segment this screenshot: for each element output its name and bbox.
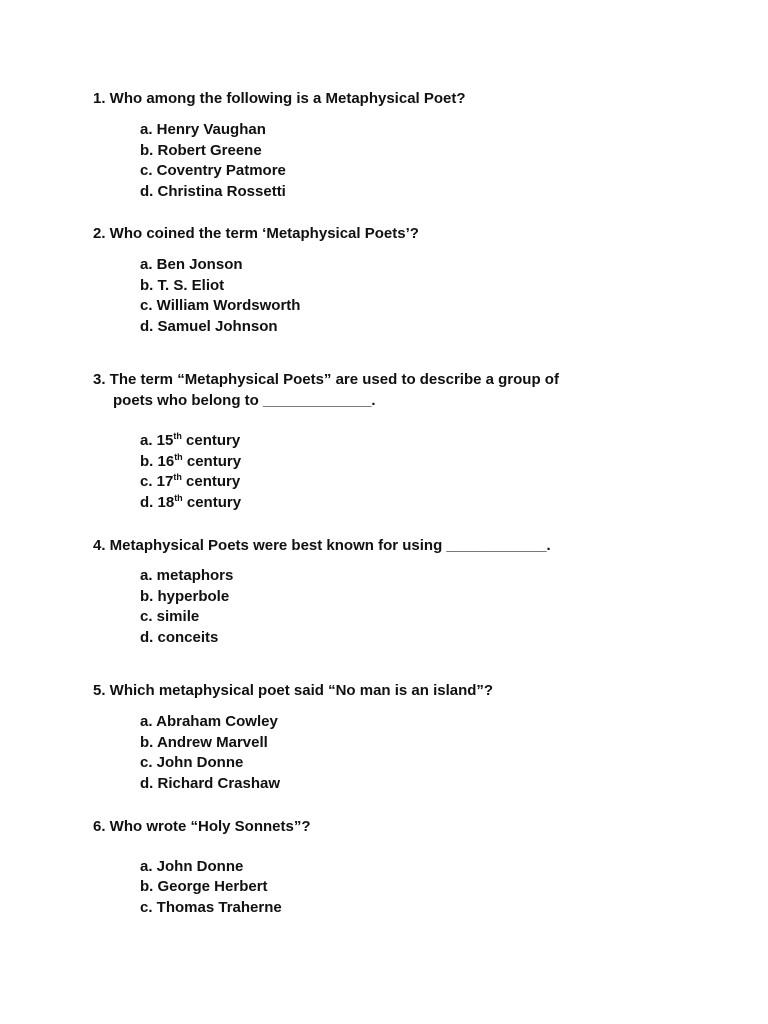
q1-option-b: b. Robert Greene: [140, 142, 262, 159]
q1-option-a: a. Henry Vaughan: [140, 121, 266, 138]
q5-option-d: d. Richard Crashaw: [140, 775, 281, 792]
q4-option-b: b. hyperbole: [140, 588, 230, 605]
q5-option-c: c. John Donne: [140, 754, 244, 771]
q2-option-d: d. Samuel Johnson: [140, 318, 278, 335]
q2-option-b: b. T. S. Eliot: [140, 277, 225, 294]
question-3-line-1: 3. The term “Metaphysical Poets” are used to describe a group of: [93, 371, 559, 388]
option-suffix: century: [181, 432, 241, 449]
ordinal-suffix: th: [174, 452, 183, 462]
q6-option-a: a. John Donne: [140, 858, 244, 875]
q5-option-b: b. Andrew Marvell: [140, 734, 268, 751]
question-3: [93, 369, 559, 411]
option-suffix: century: [182, 494, 242, 511]
q6-option-b: b. George Herbert: [140, 878, 268, 895]
q1-option-c: c. Coventry Patmore: [140, 162, 286, 179]
q2-option-c: c. William Wordsworth: [140, 297, 301, 314]
q3-option-a: [140, 431, 240, 451]
q5-option-a: a. Abraham Cowley: [140, 713, 278, 730]
q2-option-a: a. Ben Jonson: [140, 256, 243, 273]
ordinal-suffix: th: [173, 431, 182, 441]
q4-option-d: d. conceits: [140, 629, 219, 646]
q4-option-c: c. simile: [140, 608, 200, 625]
ordinal-suffix: th: [173, 472, 182, 482]
q3-option-b: [140, 452, 241, 472]
ordinal-suffix: th: [174, 493, 183, 503]
option-prefix: c. 17: [140, 473, 174, 490]
option-prefix: b. 16: [140, 453, 175, 470]
option-suffix: century: [181, 473, 241, 490]
q1-option-d: d. Christina Rossetti: [140, 183, 286, 200]
option-prefix: d. 18: [140, 494, 175, 511]
question-6: 6. Who wrote “Holy Sonnets”?: [93, 818, 311, 835]
q4-option-a: a. metaphors: [140, 567, 234, 584]
q3-option-c: [140, 472, 240, 492]
option-suffix: century: [182, 453, 242, 470]
q3-option-d: [140, 493, 241, 513]
option-prefix: a. 15: [140, 432, 174, 449]
question-1: 1. Who among the following is a Metaphysical Poet?: [93, 90, 466, 107]
q6-option-c: c. Thomas Traherne: [140, 899, 282, 916]
question-3-line-2: poets who belong to _____________.: [113, 392, 376, 409]
question-2: 2. Who coined the term ‘Metaphysical Poets’?: [93, 225, 419, 242]
question-5: 5. Which metaphysical poet said “No man is an island”?: [93, 682, 494, 699]
question-4: 4. Metaphysical Poets were best known for using ____________.: [93, 537, 551, 554]
